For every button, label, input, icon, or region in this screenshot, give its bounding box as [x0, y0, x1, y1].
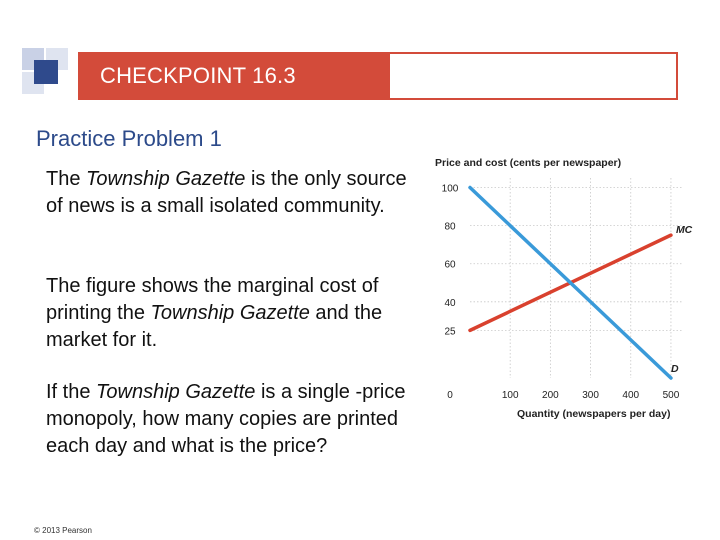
series-label-d: D	[670, 363, 679, 375]
header-outline	[390, 52, 678, 100]
logo-square-dark	[34, 60, 58, 84]
series-label-mc: MC	[675, 224, 693, 237]
tick-layer	[442, 184, 680, 401]
y-tick-label: 60	[444, 259, 456, 271]
y-tick-label: 40	[444, 297, 456, 309]
problem-paragraph-2	[46, 273, 426, 354]
text-span: The	[46, 168, 87, 190]
problem-paragraph-3	[46, 379, 426, 460]
problem-paragraph-1	[46, 166, 426, 220]
problem-heading: Practice Problem 1	[36, 126, 222, 151]
logo-squares	[22, 48, 70, 96]
chart-ylabel: Price and cost (cents per newspaper)	[435, 157, 622, 169]
text-span: is the only source of news is a small isolated community.	[46, 168, 407, 217]
text-span: is a single -price monopoly, how many copies are printed each day and what is the price?	[46, 381, 406, 457]
copyright-footer: © 2013 Pearson	[34, 526, 92, 535]
text-span: If the	[46, 381, 97, 403]
chart-xlabel: Quantity (newspapers per day)	[517, 408, 671, 420]
x-tick-label: 500	[662, 390, 680, 401]
series-layer	[470, 188, 693, 378]
x-tick-label: 100	[501, 390, 519, 401]
header-bar	[78, 52, 390, 100]
y-tick-label: 80	[444, 221, 456, 233]
slide-title: CHECKPOINT 16.3	[100, 63, 296, 88]
chart-svg	[425, 150, 695, 430]
newspaper-name: Township Gazette	[96, 381, 256, 403]
x-tick-label: 200	[542, 390, 559, 401]
text-span: The figure shows the marginal cost of printing the	[46, 275, 379, 324]
y-tick-label: 100	[441, 183, 459, 195]
text-span: and the market for it.	[46, 302, 383, 351]
x-tick-label: 300	[582, 390, 599, 401]
x-tick-label: 400	[622, 390, 640, 401]
newspaper-name: Township Gazette	[86, 168, 246, 190]
newspaper-name: Township Gazette	[150, 302, 310, 324]
y-tick-label: 25	[444, 326, 456, 338]
x-tick-label: 0	[447, 390, 453, 401]
chart	[425, 150, 695, 435]
series-line-d	[470, 188, 671, 378]
